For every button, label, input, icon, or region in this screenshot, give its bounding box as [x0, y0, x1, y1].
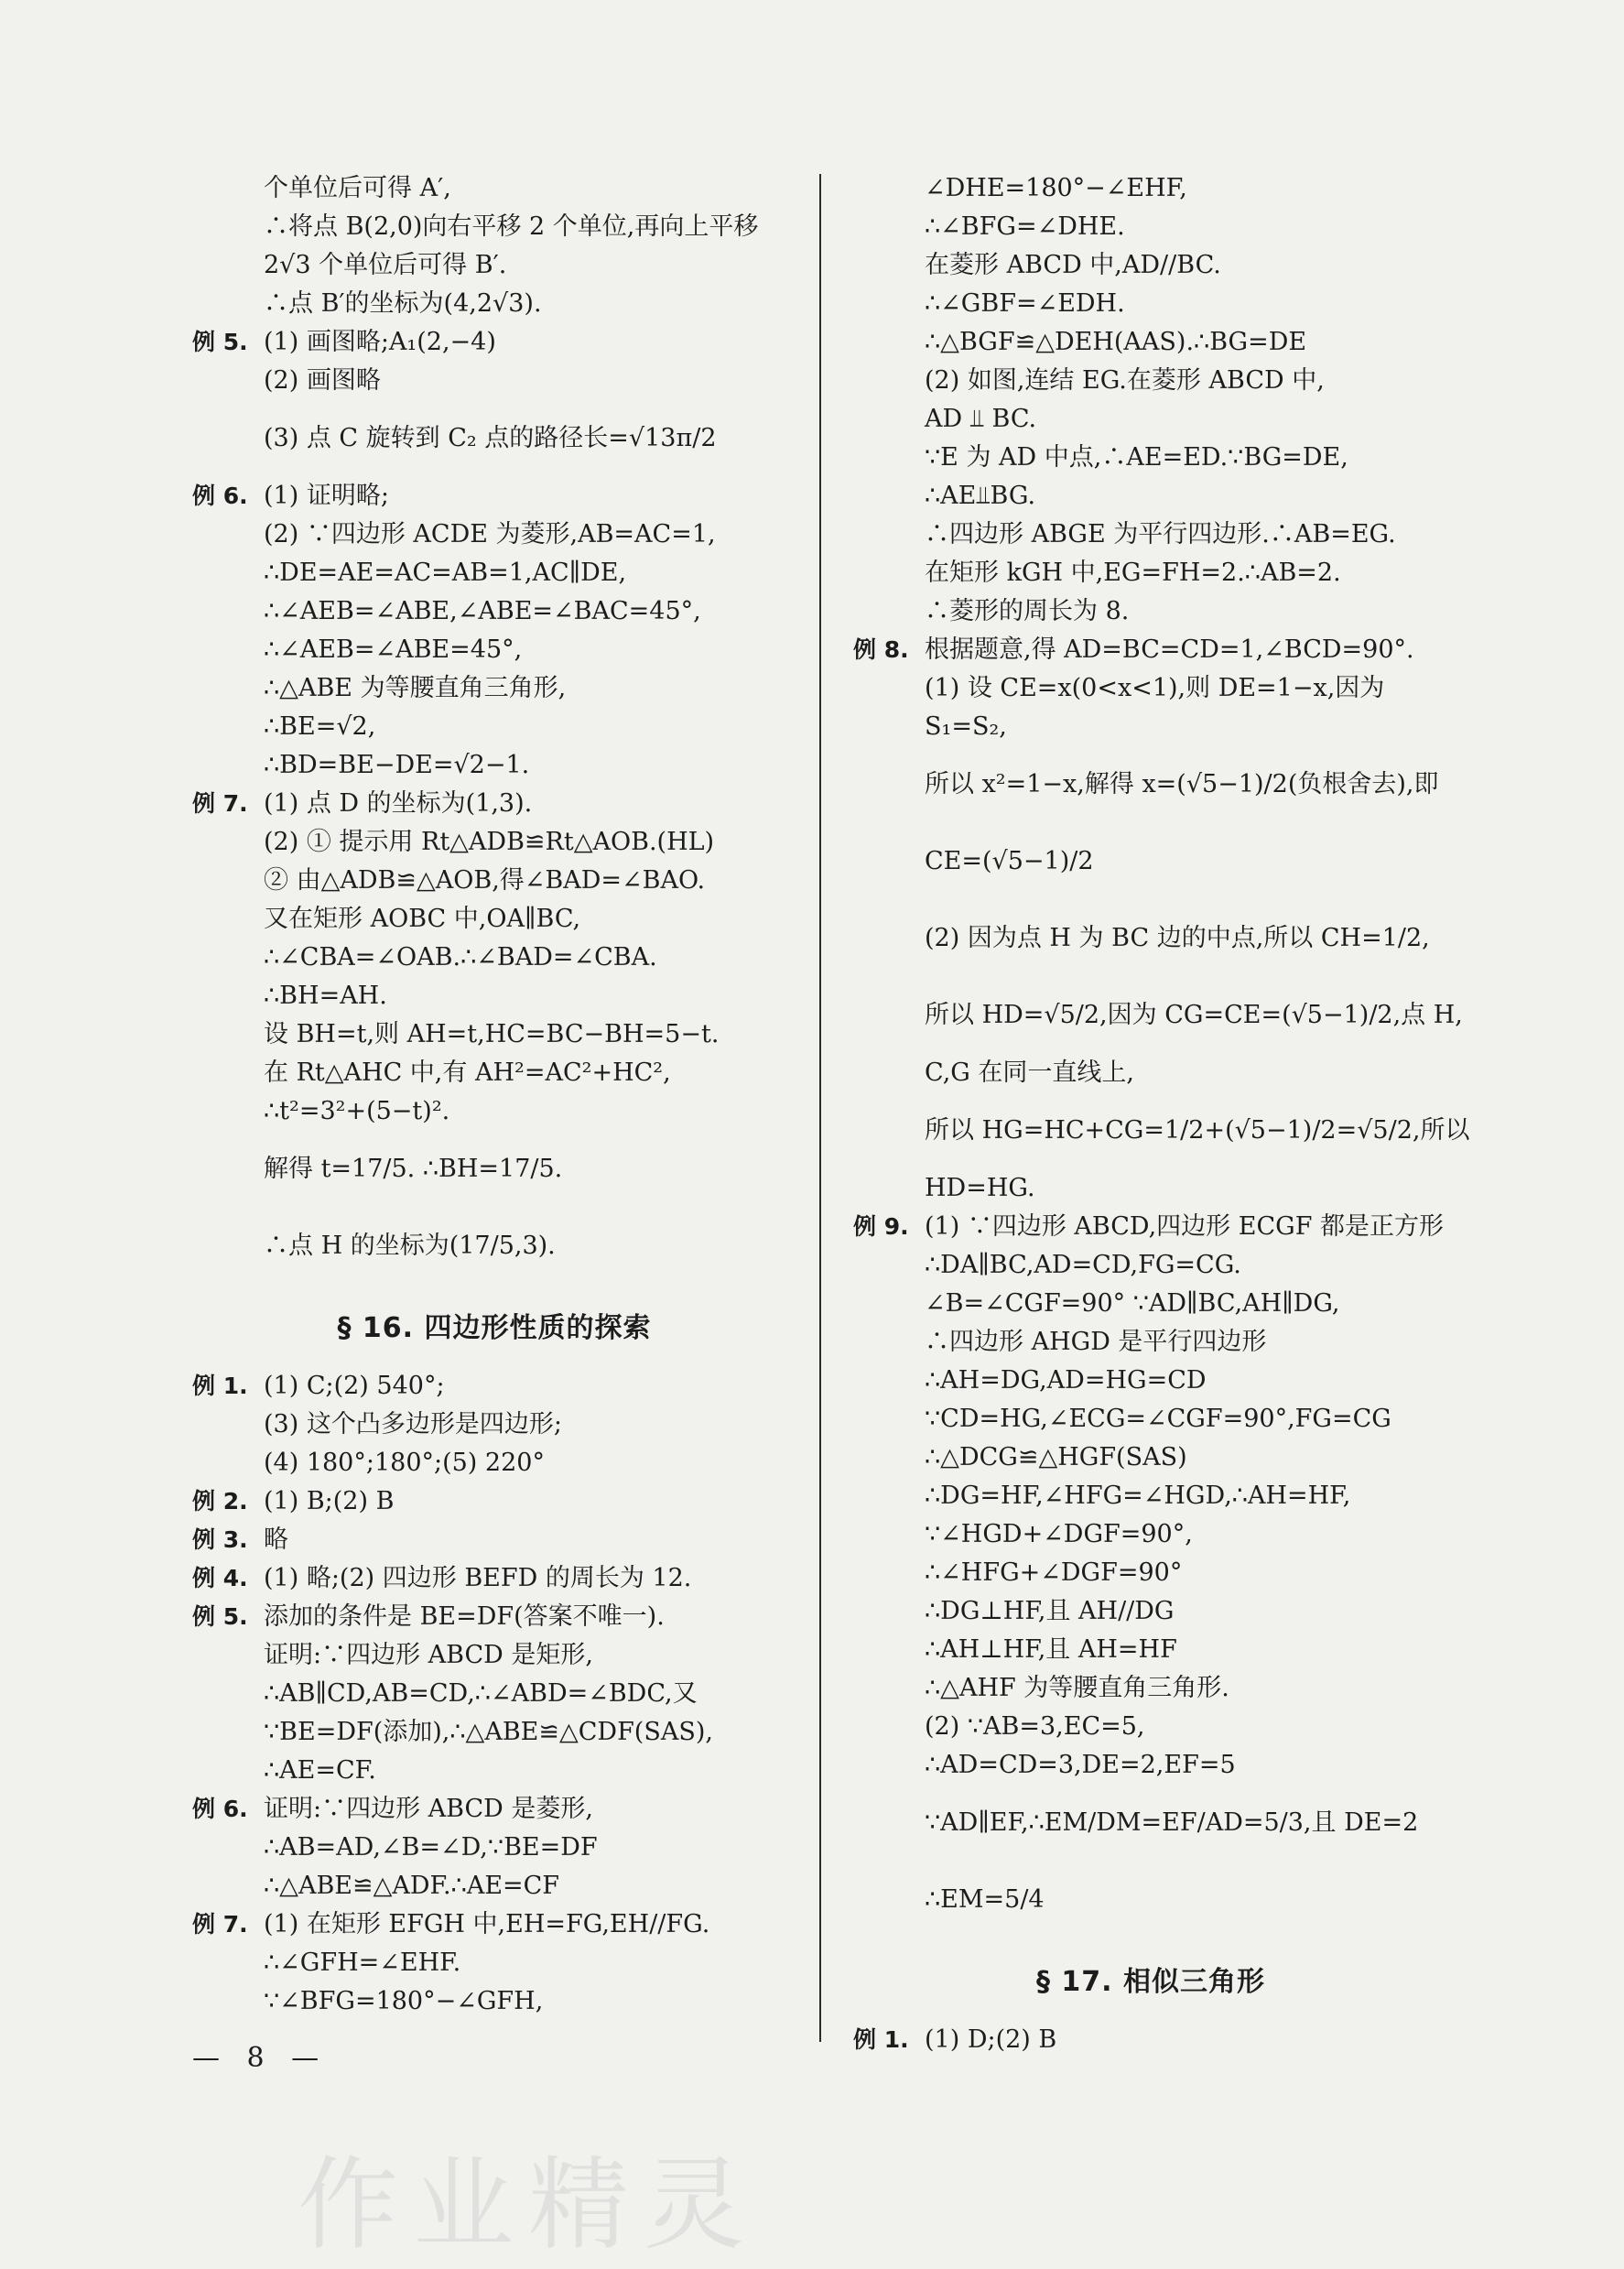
section-16-line — [192, 1675, 796, 1713]
answer-text: 设 BH=t,则 AH=t,HC=BC−BH=5−t. — [264, 1020, 720, 1048]
left-line — [192, 746, 796, 785]
answer-text: ∠DHE=180°−∠EHF, — [925, 174, 1187, 202]
answer-text: AD ⫫ BC. — [925, 405, 1037, 433]
right-line — [853, 900, 1448, 977]
watermark: 作业精灵 — [298, 2146, 759, 2264]
answer-text: ∴DA∥BC,AD=CD,FG=CG. — [925, 1251, 1241, 1279]
right-line — [853, 1208, 1448, 1246]
answer-text: (1) ∵四边形 ABCD,四边形 ECGF 都是正方形 — [925, 1212, 1445, 1241]
right-line — [853, 746, 1448, 823]
answer-text: 所以 x²=1−x,解得 x=(√5−1)/2(负根舍去),即 — [925, 770, 1439, 798]
answer-text: 添加的条件是 BE=DF(答案不唯一). — [264, 1602, 665, 1631]
answer-text: 2√3 个单位后可得 B′. — [264, 251, 507, 279]
right-line — [853, 1400, 1448, 1438]
answer-text: (1) 画图略;A₁(2,−4) — [264, 328, 496, 356]
section-16-line — [192, 1982, 796, 2021]
answer-text: (3) 点 C 旋转到 C₂ 点的路径长=√13π/2 — [264, 424, 717, 452]
answer-text: ∴点 B′的坐标为(4,2√3). — [264, 289, 542, 318]
right-line — [853, 1515, 1448, 1554]
right-line — [853, 1477, 1448, 1515]
answer-text: ∴∠BFG=∠DHE. — [925, 212, 1125, 241]
answer-text: ∴四边形 ABGE 为平行四边形.∴AB=EG. — [925, 520, 1396, 548]
answer-text: (1) 在矩形 EFGH 中,EH=FG,EH//FG. — [264, 1910, 710, 1938]
example-label: 例 8. — [853, 636, 909, 663]
answer-text: ∴BE=√2, — [264, 712, 376, 741]
answer-text: ∴BD=BE−DE=√2−1. — [264, 751, 530, 779]
right-column — [853, 169, 1470, 2059]
right-line — [853, 823, 1448, 900]
answer-text: (2) 如图,连结 EG.在菱形 ABCD 中, — [925, 366, 1325, 395]
right-line — [853, 592, 1448, 631]
answer-text: ∴菱形的周长为 8. — [925, 597, 1130, 625]
answer-text: (1) B;(2) B — [264, 1487, 395, 1515]
example-label: 例 9. — [853, 1213, 909, 1240]
example-label: 例 1. — [192, 1373, 248, 1399]
section-16-line — [192, 1790, 796, 1829]
answer-text: ∵∠BFG=180°−∠GFH, — [264, 1987, 544, 2015]
example-label: 例 4. — [192, 1565, 248, 1591]
left-line — [192, 939, 796, 977]
answer-text: ∴∠CBA=∠OAB.∴∠BAD=∠CBA. — [264, 943, 657, 972]
answer-text: ∴∠AEB=∠ABE=45°, — [264, 635, 523, 664]
answer-text: ∴AE=CF. — [264, 1756, 376, 1785]
example-label: 例 7. — [192, 1911, 248, 1938]
answer-text: (1) 略;(2) 四边形 BEFD 的周长为 12. — [264, 1564, 692, 1592]
right-line — [853, 1092, 1470, 1169]
answer-text: ∴△ABE 为等腰直角三角形, — [264, 674, 567, 702]
left-line — [192, 977, 796, 1015]
answer-text: ∵∠HGD+∠DGF=90°, — [925, 1520, 1193, 1548]
left-line — [192, 400, 796, 477]
answer-text: 证明:∵四边形 ABCD 是菱形, — [264, 1795, 593, 1823]
right-line — [853, 1785, 1448, 1862]
answer-text: CE=(√5−1)/2 — [925, 847, 1094, 875]
right-line — [853, 1285, 1448, 1323]
left-line — [192, 554, 796, 592]
answer-text: (4) 180°;180°;(5) 220° — [264, 1449, 545, 1477]
answer-text: ② 由△ADB≌△AOB,得∠BAD=∠BAO. — [264, 866, 706, 895]
answer-text: 在菱形 ABCD 中,AD//BC. — [925, 251, 1221, 279]
answer-text: (1) D;(2) B — [925, 2025, 1057, 2054]
answer-text: ∴∠GFH=∠EHF. — [264, 1949, 461, 1977]
answer-text: (2) 画图略 — [264, 366, 381, 395]
right-line — [853, 554, 1448, 592]
answer-text: ∴∠AEB=∠ABE,∠ABE=∠BAC=45°, — [264, 597, 701, 625]
answer-text: ∴△AHF 为等腰直角三角形. — [925, 1674, 1229, 1702]
section-17-title: § 17. 相似三角形 — [1035, 1966, 1266, 1998]
example-label: 例 5. — [192, 1603, 248, 1630]
left-line — [192, 285, 796, 323]
answer-text: C,G 在同一直线上, — [925, 1059, 1135, 1087]
answer-text: (2) ∵四边形 ACDE 为菱形,AB=AC=1, — [264, 520, 716, 548]
answer-text: ∵E 为 AD 中点,∴AE=ED.∵BG=DE, — [925, 443, 1348, 472]
right-line — [853, 246, 1448, 285]
answer-text: (1) 证明略; — [264, 482, 389, 510]
answer-text: ∴DG=HF,∠HFG=∠HGD,∴AH=HF, — [925, 1482, 1351, 1510]
answer-text: 解得 t=17/5. ∴BH=17/5. — [264, 1155, 563, 1183]
answer-text: (2) ∵AB=3,EC=5, — [925, 1712, 1145, 1741]
example-label: 例 6. — [192, 483, 248, 509]
left-line — [192, 516, 796, 554]
example-label: 例 5. — [192, 329, 248, 355]
answer-text: (2) 因为点 H 为 BC 边的中点,所以 CH=1/2, — [925, 924, 1430, 952]
left-line — [192, 477, 796, 516]
answer-text: 所以 HD=√5/2,因为 CG=CE=(√5−1)/2,点 H, — [925, 1001, 1463, 1029]
right-line — [853, 362, 1448, 400]
answer-text: (2) ① 提示用 Rt△ADB≌Rt△AOB.(HL) — [264, 828, 715, 856]
answer-text: 又在矩形 AOBC 中,OA∥BC, — [264, 905, 581, 933]
left-line — [192, 1092, 796, 1131]
answer-text: 根据题意,得 AD=BC=CD=1,∠BCD=90°. — [925, 635, 1414, 664]
answer-text: HD=HG. — [925, 1174, 1035, 1202]
answer-text: 所以 HG=HC+CG=1/2+(√5−1)/2=√5/2,所以 — [925, 1116, 1470, 1145]
left-line — [192, 900, 796, 939]
answer-text: ∴四边形 AHGD 是平行四边形 — [925, 1328, 1267, 1356]
answer-text: ∴DG⊥HF,且 AH//DG — [925, 1597, 1175, 1625]
answer-text: ∠B=∠CGF=90° ∵AD∥BC,AH∥DG, — [925, 1289, 1340, 1318]
left-line — [192, 669, 796, 708]
left-line — [192, 362, 796, 400]
right-line — [853, 1862, 1448, 1938]
left-line — [192, 823, 796, 862]
answer-text: 证明:∵四边形 ABCD 是矩形, — [264, 1641, 593, 1669]
answer-text: ∴点 H 的坐标为(17/5,3). — [264, 1232, 556, 1260]
answer-text: ∴AE⫫BG. — [925, 482, 1036, 510]
left-answer-lines — [192, 169, 796, 1285]
answer-text: ∴AD=CD=3,DE=2,EF=5 — [925, 1751, 1236, 1779]
example-label: 例 2. — [192, 1488, 248, 1514]
example-label: 例 7. — [192, 790, 248, 817]
right-line — [853, 439, 1448, 477]
column-divider — [819, 174, 821, 2042]
right-line — [853, 708, 1448, 746]
right-line — [853, 1169, 1448, 1208]
section-16-line — [192, 1444, 796, 1482]
section-16-line — [192, 1367, 796, 1406]
left-column — [192, 169, 796, 2021]
left-line — [192, 246, 796, 285]
answer-text: ∴△DCG≌△HGF(SAS) — [925, 1443, 1187, 1471]
right-line — [853, 1323, 1448, 1362]
right-line — [853, 631, 1448, 669]
answer-text: ∴t²=3²+(5−t)². — [264, 1097, 450, 1125]
answer-text: ∴AB=AD,∠B=∠D,∵BE=DF — [264, 1833, 598, 1862]
section-16-line — [192, 1829, 796, 1867]
left-line — [192, 1131, 796, 1208]
section-16-line — [192, 1482, 796, 1521]
answer-text: ∴BH=AH. — [264, 982, 387, 1010]
answer-text: ∴∠HFG+∠DGF=90° — [925, 1558, 1183, 1587]
right-line — [853, 1246, 1448, 1285]
answer-text: ∴DE=AE=AC=AB=1,AC∥DE, — [264, 559, 627, 587]
page-number: — 8 — — [192, 2042, 329, 2074]
section-16-line — [192, 1636, 796, 1675]
left-line — [192, 708, 796, 746]
right-line — [853, 1438, 1448, 1477]
answer-text: 个单位后可得 A′, — [264, 174, 451, 202]
left-line — [192, 1208, 796, 1285]
left-line — [192, 631, 796, 669]
answer-text: (3) 这个凸多边形是四边形; — [264, 1410, 562, 1438]
answer-text: ∴∠GBF=∠EDH. — [925, 289, 1125, 318]
section-16-line — [192, 1521, 796, 1559]
section-16-line — [192, 1944, 796, 1982]
answer-text: (1) C;(2) 540°; — [264, 1372, 445, 1400]
section-16-title: § 16. 四边形性质的探索 — [337, 1312, 652, 1344]
answer-text: ∴AB∥CD,AB=CD,∴∠ABD=∠BDC,又 — [264, 1679, 698, 1708]
right-line — [853, 1054, 1448, 1092]
right-line — [853, 1592, 1448, 1631]
right-line — [853, 323, 1448, 362]
left-line — [192, 1015, 796, 1054]
answer-text: ∴△ABE≌△ADF.∴AE=CF — [264, 1872, 560, 1900]
answer-text: ∴EM=5/4 — [925, 1885, 1045, 1914]
left-line — [192, 862, 796, 900]
right-line — [853, 1554, 1448, 1592]
answer-text: ∴将点 B(2,0)向右平移 2 个单位,再向上平移 — [264, 212, 759, 241]
section-16-line — [192, 1713, 796, 1752]
answer-text: S₁=S₂, — [925, 712, 1007, 741]
section-17-line — [853, 2021, 1448, 2059]
example-label: 例 1. — [853, 2026, 909, 2053]
right-line — [853, 1708, 1448, 1746]
right-line — [853, 285, 1448, 323]
right-line — [853, 977, 1463, 1054]
example-label: 例 3. — [192, 1526, 248, 1553]
section-16-answers — [192, 1367, 796, 2021]
right-line — [853, 1631, 1448, 1669]
section-16-line — [192, 1867, 796, 1905]
answer-text: ∴AH=DG,AD=HG=CD — [925, 1366, 1207, 1395]
right-line — [853, 208, 1448, 246]
right-line — [853, 516, 1448, 554]
left-line — [192, 323, 796, 362]
answer-text: ∵BE=DF(添加),∴△ABE≌△CDF(SAS), — [264, 1718, 713, 1746]
left-line — [192, 1054, 796, 1092]
answer-text: ∴AH⊥HF,且 AH=HF — [925, 1635, 1177, 1664]
right-line — [853, 669, 1448, 708]
answer-text: ∵AD∥EF,∴EM/DM=EF/AD=5/3,且 DE=2 — [925, 1808, 1419, 1837]
section-16-line — [192, 1905, 796, 1944]
answer-text: (1) 设 CE=x(0<x<1),则 DE=1−x,因为 — [925, 674, 1385, 702]
right-line — [853, 169, 1448, 208]
right-line — [853, 1362, 1448, 1400]
example-label: 例 6. — [192, 1796, 248, 1822]
left-line — [192, 208, 796, 246]
left-line — [192, 785, 796, 823]
right-line — [853, 400, 1448, 439]
answer-text: 略 — [264, 1525, 288, 1554]
section-16-line — [192, 1752, 796, 1790]
section-16-line — [192, 1559, 796, 1598]
right-answer-lines — [853, 169, 1470, 1938]
answer-text: (1) 点 D 的坐标为(1,3). — [264, 789, 533, 818]
section-16-line — [192, 1406, 796, 1444]
right-line — [853, 1669, 1448, 1708]
right-line — [853, 477, 1448, 516]
left-line — [192, 169, 796, 208]
right-line — [853, 1746, 1448, 1785]
section-16-line — [192, 1598, 796, 1636]
answer-text: 在 Rt△AHC 中,有 AH²=AC²+HC², — [264, 1059, 671, 1087]
section-17-answers — [853, 2021, 1448, 2059]
left-line — [192, 592, 796, 631]
answer-text: ∵CD=HG,∠ECG=∠CGF=90°,FG=CG — [925, 1405, 1391, 1433]
answer-text: 在矩形 kGH 中,EG=FH=2.∴AB=2. — [925, 559, 1341, 587]
answer-text: ∴△BGF≌△DEH(AAS).∴BG=DE — [925, 328, 1307, 356]
